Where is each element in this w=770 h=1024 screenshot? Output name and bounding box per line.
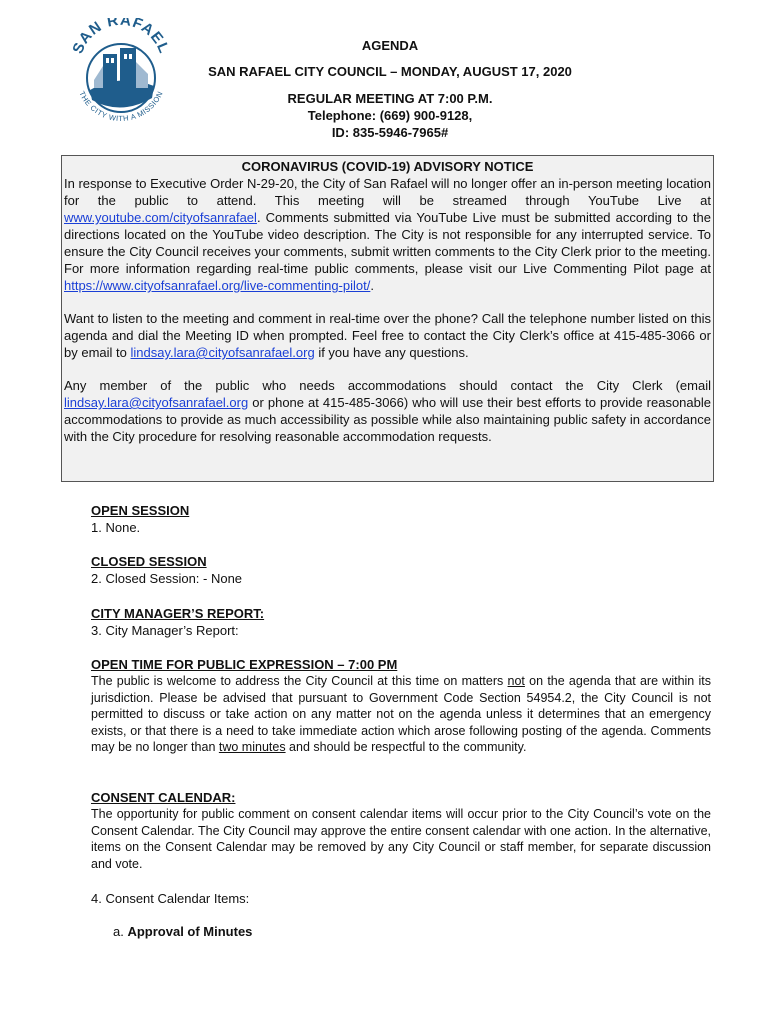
public-expression-text: The public is welcome to address the City Council at this time on matters not on the agenda that are within its jurisdiction. Please be advised that pursuant to Government Code Section 54954.2, the City Council is not permitted to discuss or take action on any matter not on the agenda unless it determines that an emergency exists, or that there is a need to take immediate action which arose following posting of the agenda. Comments may be no longer than two minutes and should be respectful to the community. <box>91 674 711 754</box>
section-title: CITY MANAGER’S REPORT: <box>91 606 265 621</box>
logo-top-text: SAN RAFAEL <box>70 18 172 57</box>
san-rafael-logo <box>70 18 172 130</box>
consent-calendar-section <box>91 789 711 940</box>
agenda-item: 3. City Manager’s Report: <box>91 623 239 638</box>
advisory-paragraph-2: Want to listen to the meeting and comment in real-time over the phone? Call the telephone number listed on this agenda and dial the Meeting ID when prompted. Feel free to contact the City Clerk’s office at 415-485-3066 or by email to lindsay.lara@cityofsanrafael.org if you have any questions. <box>64 311 711 360</box>
section-title: CLOSED SESSION <box>91 554 207 569</box>
open-session-section <box>91 502 711 536</box>
section-title: OPEN TIME FOR PUBLIC EXPRESSION – 7:00 PM <box>91 657 398 672</box>
agenda-item: 2. Closed Session: - None <box>91 571 243 586</box>
clerk-email-link-2[interactable]: lindsay.lara@cityofsanrafael.org <box>64 395 249 410</box>
city-manager-section <box>91 605 711 639</box>
consent-calendar-text: The opportunity for public comment on consent calendar items will occur prior to the City Council’s vote on the Consent Calendar. The City Council may approve the entire consent calendar with one action. In the alternative, items on the Consent Calendar may be removed by any City Council or staff member, for separate discussion and vote. <box>91 807 711 871</box>
public-expression-section <box>91 656 711 756</box>
closed-session-section <box>91 553 711 587</box>
section-title: CONSENT CALENDAR: <box>91 790 236 805</box>
youtube-link[interactable]: www.youtube.com/cityofsanrafael <box>64 210 257 225</box>
advisory-title: CORONAVIRUS (COVID-19) ADVISORY NOTICE <box>241 159 534 174</box>
covid-advisory-box <box>61 155 714 482</box>
meeting-line: REGULAR MEETING AT 7:00 P.M. <box>287 91 493 106</box>
agenda-sub-item: a. Approval of Minutes <box>113 924 253 939</box>
agenda-item: 1. None. <box>91 520 141 535</box>
advisory-paragraph-3: Any member of the public who needs accommodations should contact the City Clerk (email lindsay.lara@cityofsanrafael.org or phone at 415-485-3066) who will use their best efforts to provide reasonable accommodations to provide as much accessibility as possible while also maintaining public safety in accordance with the City procedure for resolving reasonable accommodation requests. <box>64 378 711 444</box>
agenda-item: 4. Consent Calendar Items: <box>91 891 250 906</box>
meeting-id-line: ID: 835-5946-7965# <box>331 125 449 140</box>
logo-bottom-text: THE CITY WITH A MISSION <box>77 89 165 124</box>
clerk-email-link[interactable]: lindsay.lara@cityofsanrafael.org <box>130 345 315 360</box>
telephone-line: Telephone: (669) 900-9128, <box>307 108 473 123</box>
live-commenting-link[interactable]: https://www.cityofsanrafael.org/live-commenting-pilot/ <box>64 278 371 293</box>
advisory-paragraph-1: In response to Executive Order N-29-20, the City of San Rafael will no longer offer an in-person meeting location for the public to attend. This meeting will be streamed through YouTube Live at www.youtube.com/cityofsanrafael. Comments submitted via YouTube Live must be submitted according to the directions located on the YouTube video description. The City is not responsible for any interrupted service. To ensure the City Council receives your comments, submit written comments to the City Clerk prior to the meeting. For more information regarding real-time public comments, please visit our Live Commenting Pilot page at https://www.cityofsanrafael.org/live-commenting-pilot/. <box>64 176 711 293</box>
section-title: OPEN SESSION <box>91 503 190 518</box>
council-line: SAN RAFAEL CITY COUNCIL – MONDAY, AUGUST 17, 2020 <box>208 64 572 79</box>
agenda-title: AGENDA <box>361 38 419 53</box>
